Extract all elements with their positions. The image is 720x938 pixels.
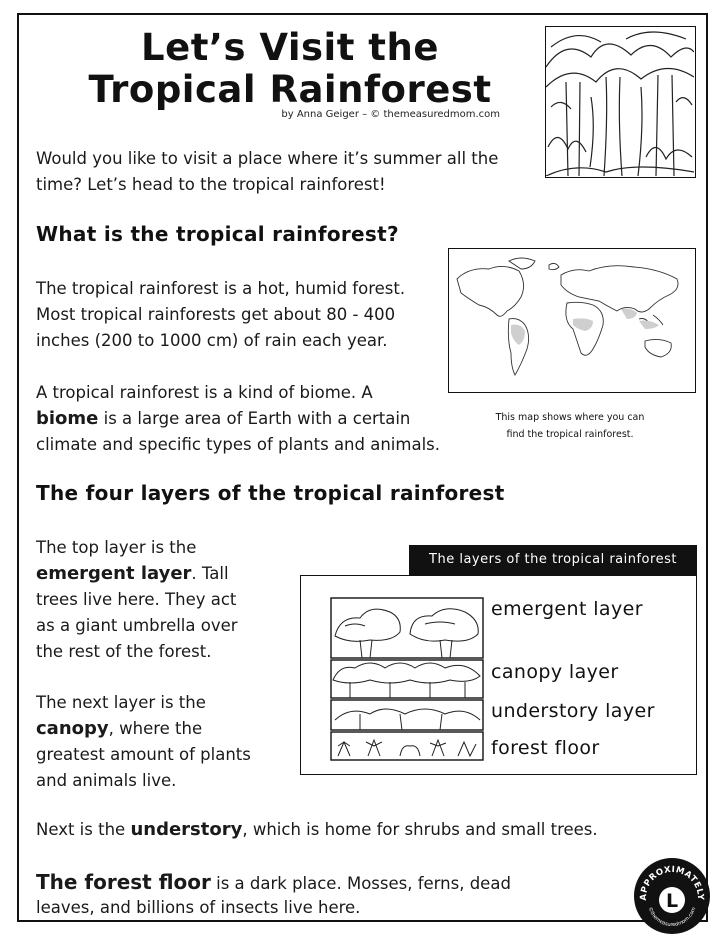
page-title-line-2: Tropical Rainforest [88, 68, 492, 111]
badge-letter: L [665, 890, 679, 912]
para1-line-1: The tropical rainforest is a hot, humid forest. [36, 279, 406, 298]
layers-p2-line-2 [36, 716, 202, 742]
byline: by Anna Geiger – © themeasuredmom.com [281, 109, 500, 120]
understory-term: understory [130, 819, 243, 840]
intro-line-2: time? Let’s head to the tropical rainforest! [36, 175, 386, 194]
para2-line-2 [36, 406, 410, 432]
section-heading-what-is: What is the tropical rainforest? [36, 222, 399, 246]
para1-line-3: inches (200 to 1000 cm) of rain each year. [36, 331, 388, 350]
understory-before: Next is the [36, 820, 131, 839]
label-canopy-layer: canopy layer [491, 661, 619, 683]
map-caption-line-1: This map shows where you can [495, 412, 645, 423]
floor-line-1 [36, 869, 511, 897]
label-understory-layer: understory layer [491, 700, 655, 722]
layers-p1-line-1: The top layer is the [36, 538, 197, 557]
para2-line-2-rest: is a large area of Earth with a certain [98, 409, 411, 428]
para1-line-2: Most tropical rainforests get about 80 - 400 [36, 305, 396, 324]
layers-p1-line-3: trees live here. They act [36, 590, 237, 609]
understory-after: , which is home for shrubs and small trees. [242, 820, 598, 839]
map-caption-line-2: find the tropical rainforest. [506, 429, 634, 440]
floor-after: is a dark place. Mosses, ferns, dead [210, 874, 511, 893]
layers-p2-after: , where the [108, 719, 203, 738]
label-forest-floor: forest floor [491, 737, 600, 759]
canopy-term: canopy [36, 718, 109, 739]
label-emergent-layer: emergent layer [491, 598, 643, 620]
badge-graphic [634, 858, 710, 934]
section-heading-four-layers: The four layers of the tropical rainforest [36, 481, 505, 505]
layers-p2-line-1: The next layer is the [36, 693, 206, 712]
layers-p1-line-4: as a giant umbrella over [36, 616, 238, 635]
understory-line [36, 817, 598, 843]
world-map-drawing [449, 249, 694, 391]
emergent-term: emergent layer [36, 563, 192, 584]
reading-level-badge [634, 858, 710, 934]
forest-floor-term: The forest floor [36, 870, 211, 894]
badge-arc-text: APPROXIMATELY [638, 864, 706, 901]
layers-p1-line-5: the rest of the forest. [36, 642, 212, 661]
layers-diagram-title: The layers of the tropical rainforest [409, 545, 697, 575]
layers-p2-line-4: and animals live. [36, 771, 177, 790]
layers-p2-line-3: greatest amount of plants [36, 745, 251, 764]
page-title-line-1: Let’s Visit the [141, 26, 439, 69]
badge-site: ©themeasuredmom.com [646, 906, 698, 929]
emergent-layer-panel [331, 598, 483, 658]
intro-line-1: Would you like to visit a place where it’s summer all the [36, 149, 499, 168]
rainforest-drawing [546, 27, 694, 176]
floor-line-2: leaves, and billions of insects live here. [36, 898, 361, 917]
understory-layer-panel [331, 700, 483, 730]
para2-line-3: climate and specific types of plants and animals. [36, 435, 441, 454]
layers-p1-after: . Tall [191, 564, 229, 583]
layers-p1-line-2 [36, 561, 229, 587]
layers-diagram-drawing [330, 596, 485, 766]
biome-term: biome [36, 408, 99, 429]
world-map [448, 248, 696, 393]
rainforest-illustration [545, 26, 696, 178]
para2-line-1: A tropical rainforest is a kind of biome. A [36, 383, 373, 402]
